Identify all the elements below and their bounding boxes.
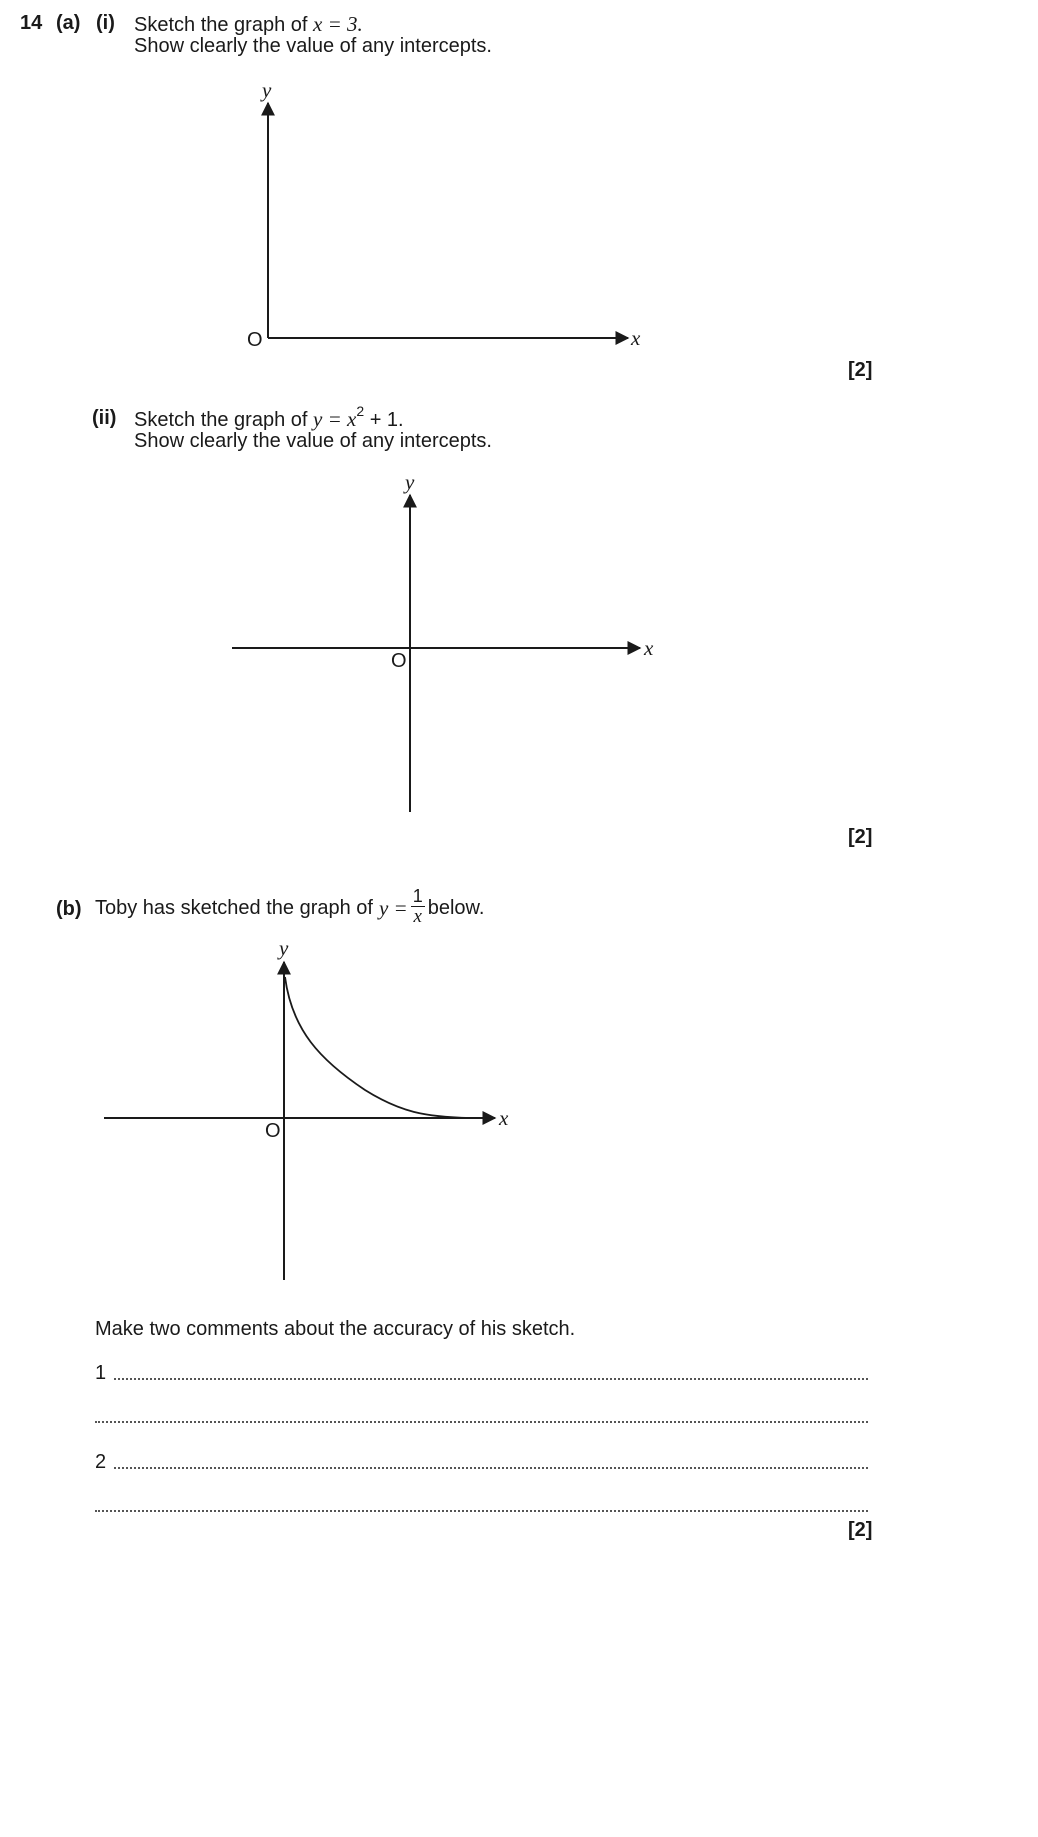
part-b-label: (b) [56,898,82,920]
part-b-statement-prefix: Toby has sketched the graph of [95,896,373,919]
answer-1-label: 1 [95,1362,107,1384]
sub-i-instruction-line2: Show clearly the value of any intercepts. [134,35,492,57]
graph-b [104,936,509,1280]
answer-1-line-1[interactable] [114,1378,868,1380]
part-b-marks: [2] [848,1519,873,1541]
sub-i-equation: x = 3. [313,12,363,36]
part-a-label: (a) [56,12,81,34]
part-b-fraction-numerator: 1 [412,885,423,906]
graph-b-y-label: y [279,936,289,960]
graph-a-ii[interactable] [232,470,654,812]
graph-b-origin-label: O [265,1120,281,1142]
graph-a-ii-x-label: x [644,636,654,660]
graph-a-i-origin-label: O [247,329,263,351]
part-b-prompt: Make two comments about the accuracy of his sketch. [95,1318,576,1340]
sub-ii-marks: [2] [848,826,873,848]
part-b-fraction-denominator: x [413,905,422,927]
sub-i-label: (i) [96,12,115,34]
part-b-equation-lhs: y = [378,895,408,920]
answer-2-label: 2 [95,1451,107,1473]
sub-ii-instruction-line1 [134,403,404,432]
sub-ii-label: (ii) [92,407,117,429]
answer-2-line-1[interactable] [114,1467,868,1469]
part-b-fraction [411,886,425,927]
sub-ii-equation-exponent: 2 [356,403,365,419]
answer-2-line-2[interactable] [95,1510,868,1512]
sub-ii-instruction-line2: Show clearly the value of any intercepts. [134,430,492,452]
sub-ii-instruction-prefix: Sketch the graph of [134,409,308,431]
part-b-statement [95,886,484,930]
question-number: 14 [20,12,43,34]
sub-ii-equation-part1: y = x [313,407,357,431]
sub-i-marks: [2] [848,359,873,381]
sub-ii-equation-part2: + 1. [369,409,404,431]
part-b-statement-suffix: below. [427,896,485,919]
graph-a-i[interactable] [247,78,641,351]
answer-1-line-2[interactable] [95,1421,868,1423]
graph-a-ii-y-label: y [405,470,415,494]
graph-b-sketched-curve [285,977,470,1118]
graph-a-i-x-label: x [631,326,641,350]
graph-a-i-y-label: y [262,78,272,102]
sub-i-instruction-prefix: Sketch the graph of [134,14,308,36]
graph-a-ii-origin-label: O [391,650,407,672]
graph-b-x-label: x [499,1106,509,1130]
